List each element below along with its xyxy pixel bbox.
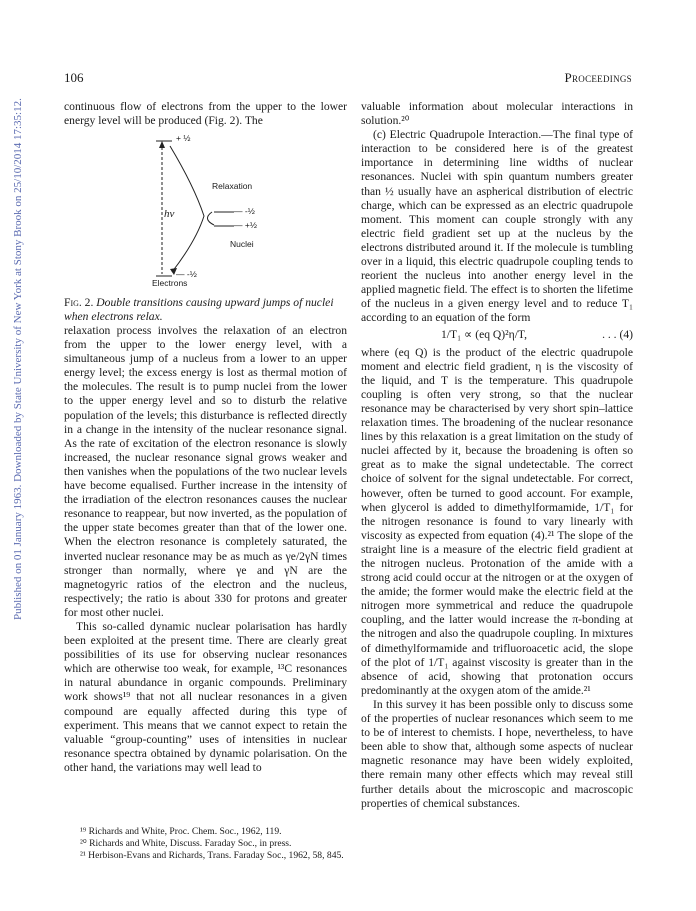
left-paragraph-1: continuous flow of electrons from the upper to the lower energy level will be produced (Fig. 2). The — [64, 100, 347, 128]
equation-4 — [361, 328, 633, 342]
level-bottom-label: — -½ — [176, 269, 197, 279]
running-title: Proceedings — [564, 70, 632, 85]
footnotes — [80, 826, 640, 862]
right-paragraph-1: valuable information about molecular interactions in solution.²⁰ — [361, 100, 633, 128]
right-paragraph-4: In this survey it has been possible only to discuss some of the properties of nuclear resonances which seem to me to be of interest to chemists. I hope, nevertheless, to have been able to show that, although some aspects of nuclear magnetic resonance may have been widely exploited, there remain many other effects which may reveal still further details about the microscopic and macroscopic properties of chemical substances. — [361, 697, 633, 810]
figure-caption — [64, 296, 347, 324]
energy-level-diagram — [64, 126, 347, 286]
equation-number: . . . (4) — [602, 327, 633, 341]
caption-text: Double transitions causing upward jumps of nuclei when electrons relax. — [64, 296, 334, 323]
equation-body: 1/T₁ ∝ (eq Q)²η/T, — [441, 327, 528, 341]
relaxation-label: Relaxation — [212, 181, 253, 191]
footnote-19: ¹⁹ Richards and White, Proc. Chem. Soc., 1962, 119. — [80, 826, 282, 837]
electrons-label: Electrons — [152, 278, 188, 288]
download-watermark — [2, 60, 22, 620]
right-column — [361, 100, 633, 811]
footnote-21: ²¹ Herbison-Evans and Richards, Trans. Faraday Soc., 1962, 58, 845. — [80, 850, 344, 861]
figure-2 — [64, 126, 347, 286]
left-column-top — [64, 100, 347, 128]
page-number: 106 — [64, 70, 84, 85]
nuclei-label: Nuclei — [230, 239, 254, 249]
hv-label: hν — [164, 208, 175, 220]
watermark-text: Published on 01 January 1963. Downloaded by State University of New York at Stony Brook on 25/10/2014 17:35:12. — [12, 98, 24, 620]
left-paragraph-2: relaxation process involves the relaxation of an electron from the upper to the lower energy level, with a simultaneous jump of a nucleus from a lower to an upper energy level; the excess energy is lost as thermal motion of the molecules. The result is to pump nuclei from the lower to the upper energy level and so to disturb the relative population of the levels; this disturbance is reflected directly in a change in the intensity of the nuclear resonance signal. As the rate of excitation of the electron resonance is slowly increased, the nuclear resonance signal grows weaker and then vanishes when the populations of the two nuclear levels have become equalised. Further increase in the intensity of the irradiation of the electron resonances causes the nuclear resonance to reappear, but now inverted, as the population of the upper state becomes greater than that of the lower one. When the electron resonance is completely saturated, the inverted nuclear resonance may be as much as γe/2γN times stronger than normally, where γe and γN are the magnetogyric ratios of the electron and the nucleus, respectively; the ratio is about 330 for protons and greater for most other nuclei. — [64, 324, 347, 619]
footnote-20: ²⁰ Richards and White, Discuss. Faraday Soc., in press. — [80, 838, 292, 849]
right-paragraph-2: (c) Electric Quadrupole Interaction.—The final type of interaction to be considered here is of the greatest importance in determining line widths of nuclear resonances. Nuclei with spin quantum numbers greater than ½ usually have an aspherical distribution of electric charge, which can be expressed as an electric quadrupole moment. This moment can couple strongly with any electric field gradient set up at the nucleus by the electrons distributed around it. If the molecule is tumbling over in a liquid, this electric quadrupole coupling tends to reorient the nucleus into another energy level in the applied magnetic field. The effect is to shorten the lifetime of the nucleus in a given energy level and to reduce T₁ according to an equation of the form — [361, 128, 633, 325]
level-top-label: + ½ — [176, 133, 191, 143]
left-paragraph-3: This so-called dynamic nuclear polarisation has hardly been exploited at the present time. There are clearly great possibilities of its use for observing nuclear resonances which are otherwise too weak, for example, ¹³C resonances in natural abundance in organic compounds. Preliminary work shows¹⁹ that not all nuclear resonances in a given compound are equally affected during this type of experiment. This means that we cannot expect to retain the valuable “group-counting” uses of intensities in nuclear resonance spectra obtained by dynamic polarisation. On the other hand, the variations may well lead to — [64, 619, 347, 774]
left-column-body — [64, 324, 347, 775]
right-paragraph-3: where (eq Q) is the product of the electric quadrupole moment and electric field gradient, η is the viscosity of the liquid, and T is the temperature. This quadrupole coupling is often very strong, so that the nuclear resonance may be characterised by very short spin–lattice relaxation times. The broadening of the nuclear resonance lines by this relaxation is a great limitation on the study of nuclei affected by it, because the broadening is often so great as to make the signal undetectable. The correct choice of solvent for the signal undetectable. For correct, however, often be turned to good account. For example, when glycerol is added to dimethylformamide, 1/T₁ for the nitrogen resonance is found to vary linearly with viscosity as expected from equation (4).²¹ The slope of the straight line is a measure of the electric field gradient at the nitrogen nucleus. Protonation of the amide with a strong acid could occur at the nitrogen or at the oxygen of the amide; the former would make the electric field at the nitrogen more symmetrical and reduce the quadrupole coupling, and the latter would increase the π-bonding at the nitrogen and also the quadrupole coupling. In mixtures of dimethylformamide and trifluoroacetic acid, the slope of the plot of 1/T₁ against viscosity is greater than in the absence of acid, showing that protonation occurs predominantly at the oxygen atom of the amide.²¹ — [361, 345, 633, 697]
mid-plus-label: — +½ — [234, 220, 257, 230]
mid-minus-label: — -½ — [234, 206, 255, 216]
caption-label: Fig. 2. — [64, 296, 94, 309]
